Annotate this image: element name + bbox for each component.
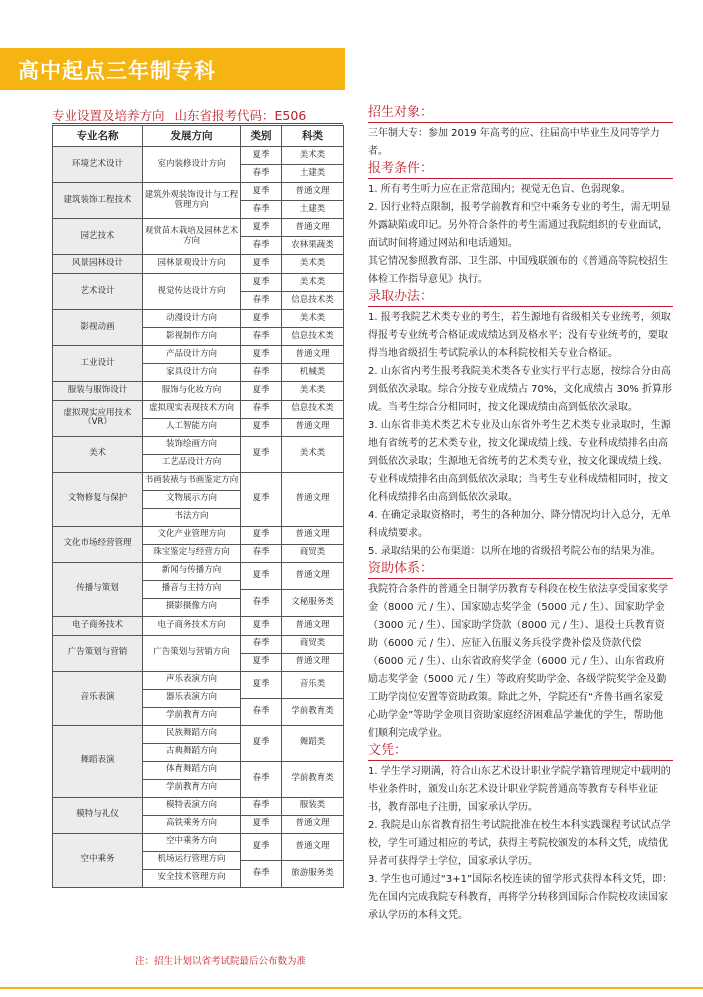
season-cell: 夏季 xyxy=(241,436,282,472)
table-row xyxy=(53,562,344,571)
season-cell: 春季 xyxy=(241,544,282,562)
table-row xyxy=(53,526,344,535)
section-paragraph: 我院符合条件的普通全日制学历教育专科段在校生依法享受国家奖学金（8000 元 / 生）、国家励志奖学金（5000 元 / 生）、国家助学金（3000 元 / 生）、国家助学贷款（8000 元 / 生）、退役士兵教育资助（6000 元 / 生）、应征入伍服义务兵役学费补偿及贷款代偿（6000 元 / 生）、山东省政府奖学金（6000 元 / 生）、山东省政府励志奖学金（5000 元 / 生）等政府奖助学金、各级学院奖学金及勤工助学岗位安置等资助政策。除此之外，学院还有“齐鲁书画名家爱心助学金”等助学金项目资助家庭经济困难品学兼优的学生，帮助他们顺利完成学业。 xyxy=(368,584,668,739)
table-row xyxy=(53,147,344,165)
direction-cell: 体育舞蹈方向 xyxy=(143,761,241,779)
table-row xyxy=(53,381,344,400)
season-cell: 夏季 xyxy=(241,219,282,237)
season-cell: 夏季 xyxy=(241,472,282,526)
major-name-cell: 文化市场经营管理 xyxy=(53,526,143,562)
season-cell: 夏季 xyxy=(241,147,282,165)
table-row xyxy=(53,273,344,291)
subject-cell: 学前教育类 xyxy=(282,698,344,725)
direction-cell: 学前教育方向 xyxy=(143,779,241,797)
header-cell: 专业名称 xyxy=(53,126,143,147)
table-row xyxy=(53,345,344,354)
direction-cell: 器乐表演方向 xyxy=(143,689,241,707)
section-paragraph: 1. 报考我院艺术类专业的考生，若生源地有省级相关专业统考，须取得报考专业统考合格证或成绩达到及格水平；没有专业统考的，要取得当地省级招生考试院承认的本科院校相关专业合格证。 xyxy=(368,312,671,359)
season-cell: 夏季 xyxy=(241,526,282,544)
direction-cell: 电子商务技术方向 xyxy=(143,616,241,635)
section-paragraph: 2. 因行业特点限制，报考学前教育和空中乘务专业的考生，需无明显外露缺陷或印记。另外符合条件的考生需通过我院组织的专业面试，面试时间将通过网站和电话通知。 xyxy=(368,202,671,249)
subject-cell: 舞蹈类 xyxy=(282,725,344,761)
season-cell: 夏季 xyxy=(241,273,282,291)
major-name-cell: 传播与策划 xyxy=(53,562,143,616)
direction-cell: 文物展示方向 xyxy=(143,490,241,508)
header-cell: 发展方向 xyxy=(143,126,241,147)
season-cell: 春季 xyxy=(241,589,282,616)
direction-cell: 书法方向 xyxy=(143,508,241,526)
major-name-cell: 广告策划与营销 xyxy=(53,635,143,671)
direction-cell: 空中乘务方向 xyxy=(143,833,241,851)
subject-cell: 农林果蔬类 xyxy=(282,237,344,255)
subject-cell: 美术类 xyxy=(282,255,344,274)
season-cell: 夏季 xyxy=(241,833,282,860)
direction-cell: 视觉传达设计方向 xyxy=(143,273,241,309)
season-cell: 春季 xyxy=(241,327,282,345)
subject-cell: 学前教育类 xyxy=(282,761,344,797)
majors-table xyxy=(52,125,344,888)
direction-cell: 声乐表演方向 xyxy=(143,671,241,689)
exam-code: 山东省报考代码：E506 xyxy=(174,108,307,123)
season-cell: 夏季 xyxy=(241,653,282,671)
page-title: 高中起点三年制专科 xyxy=(18,59,216,83)
subject-cell: 普通文理 xyxy=(282,472,344,526)
direction-cell: 文化产业管理方向 xyxy=(143,526,241,544)
subject-cell: 普通文理 xyxy=(282,833,344,860)
season-cell: 夏季 xyxy=(241,345,282,363)
subject-cell: 商贸类 xyxy=(282,635,344,653)
season-cell: 夏季 xyxy=(241,562,282,589)
major-name-cell: 环境艺术设计 xyxy=(53,147,143,183)
subject-cell: 普通文理 xyxy=(282,562,344,589)
direction-cell: 园林景观设计方向 xyxy=(143,255,241,274)
direction-cell: 机场运行管理方向 xyxy=(143,851,241,869)
subject-cell: 音乐类 xyxy=(282,671,344,698)
direction-cell: 产品设计方向 xyxy=(143,345,241,363)
table-row xyxy=(53,671,344,680)
table-row xyxy=(53,833,344,842)
season-cell: 夏季 xyxy=(241,616,282,635)
season-cell: 春季 xyxy=(241,165,282,183)
subject-cell: 普通文理 xyxy=(282,183,344,201)
season-cell: 夏季 xyxy=(241,671,282,698)
subject-cell: 普通文理 xyxy=(282,345,344,363)
season-cell: 春季 xyxy=(241,860,282,887)
section-heading: 录取办法： xyxy=(368,289,434,304)
footnote: 注：招生计划以省考试院最后公布数为准 xyxy=(135,956,307,967)
direction-cell: 工艺品设计方向 xyxy=(143,454,241,472)
direction-cell: 新闻与传播方向 xyxy=(143,562,241,580)
direction-cell: 观赏苗木栽培及园林艺术方向 xyxy=(143,219,241,255)
season-cell: 春季 xyxy=(241,400,282,418)
table-row xyxy=(53,219,344,237)
section-heading: 招生对象： xyxy=(368,105,434,120)
season-cell: 春季 xyxy=(241,291,282,309)
major-name-cell: 建筑装饰工程技术 xyxy=(53,183,143,219)
table-row xyxy=(53,616,344,635)
season-cell: 夏季 xyxy=(241,815,282,833)
season-cell: 夏季 xyxy=(241,381,282,400)
subject-cell: 普通文理 xyxy=(282,526,344,544)
header-cell: 类别 xyxy=(241,126,282,147)
subject-cell: 普通文理 xyxy=(282,418,344,436)
table-header-row xyxy=(53,126,344,147)
section-paragraph: 其它情况参照教育部、卫生部、中国残联颁布的《普通高等院校招生体检工作指导意见》执行。 xyxy=(368,256,668,285)
subject-cell: 商贸类 xyxy=(282,544,344,562)
direction-cell: 学前教育方向 xyxy=(143,707,241,725)
subject-cell: 普通文理 xyxy=(282,653,344,671)
subject-cell: 文秘服务类 xyxy=(282,589,344,616)
season-cell: 夏季 xyxy=(241,183,282,201)
subject-cell: 普通文理 xyxy=(282,616,344,635)
subject-cell: 土建类 xyxy=(282,201,344,219)
table-row xyxy=(53,797,344,806)
subject-cell: 旅游服务类 xyxy=(282,860,344,887)
direction-cell: 人工智能方向 xyxy=(143,418,241,436)
direction-cell: 书画装裱与书画鉴定方向 xyxy=(143,472,241,490)
direction-cell: 安全技术管理方向 xyxy=(143,869,241,887)
direction-cell: 珠宝鉴定与经营方向 xyxy=(143,544,241,562)
major-name-cell: 虚拟现实应用技术（VR） xyxy=(53,400,143,436)
section-paragraph: 2. 我院是山东省教育招生考试院批准在校生本科实践课程考试试点学校，学生可通过相应的考试，获得主考院校颁发的本科文凭，成绩优异者可获得学士学位，国家承认学历。 xyxy=(368,820,671,867)
section-paragraph: 3. 山东省非美术类艺术专业及山东省外考生艺术类专业录取时，生源地有省统考的艺术类专业，按文化课成绩上线、专业科成绩排名由高到低依次录取；生源地无省统考的艺术类专业，按文化课成绩上线、专业科成绩排名由高到低依次录取；当考生专业科成绩相同时，按文化科成绩排名由高到低依次录取。 xyxy=(368,420,671,503)
table-row xyxy=(53,400,344,409)
direction-cell: 动漫设计方向 xyxy=(143,309,241,327)
subject-cell: 美术类 xyxy=(282,381,344,400)
title-rule xyxy=(52,123,343,124)
majors-table-body xyxy=(53,147,344,888)
table-row xyxy=(53,725,344,734)
subject-cell: 美术类 xyxy=(282,309,344,327)
season-cell: 夏季 xyxy=(241,309,282,327)
season-cell: 春季 xyxy=(241,635,282,653)
subject-cell: 美术类 xyxy=(282,273,344,291)
direction-cell: 装饰绘画方向 xyxy=(143,436,241,454)
major-name-cell: 影视动画 xyxy=(53,309,143,345)
major-name-cell: 服装与服饰设计 xyxy=(53,381,143,400)
table-row xyxy=(53,635,344,653)
table-row xyxy=(53,255,344,274)
table-title-left: 专业设置及培养方向 xyxy=(52,108,165,123)
section-paragraph: 2. 山东省内考生报考我院美术类各专业实行平行志愿，按综合分由高到低依次录取。综合分按专业成绩占 70%，文化成绩占 30% 折算形成。当考生综合分相同时，按文化课成绩由高到低依次录取。 xyxy=(368,366,672,413)
table-row xyxy=(53,472,344,490)
subject-cell: 信息技术类 xyxy=(282,291,344,309)
subject-cell: 美术类 xyxy=(282,436,344,472)
subject-cell: 土建类 xyxy=(282,165,344,183)
season-cell: 春季 xyxy=(241,363,282,381)
major-name-cell: 美术 xyxy=(53,436,143,472)
section-rule xyxy=(368,122,673,123)
direction-cell: 虚拟现实表现技术方向 xyxy=(143,400,241,418)
season-cell: 春季 xyxy=(241,237,282,255)
major-name-cell: 风景园林设计 xyxy=(53,255,143,274)
subject-cell: 信息技术类 xyxy=(282,327,344,345)
section-paragraph: 3. 学生也可通过“3+1”国际名校连读的留学形式获得本科文凭，即：先在国内完成我院专科教育，再将学分转移到国际合作院校攻读国家承认学历的本科文凭。 xyxy=(368,874,673,921)
section-paragraph: 三年制大专：参加 2019 年高考的应、往届高中毕业生及同等学力者。 xyxy=(368,128,660,157)
season-cell: 夏季 xyxy=(241,725,282,761)
major-name-cell: 园艺技术 xyxy=(53,219,143,255)
direction-cell: 影视制作方向 xyxy=(143,327,241,345)
season-cell: 春季 xyxy=(241,201,282,219)
direction-cell: 模特表演方向 xyxy=(143,797,241,815)
subject-cell: 机械类 xyxy=(282,363,344,381)
direction-cell: 广告策划与营销方向 xyxy=(143,635,241,671)
season-cell: 春季 xyxy=(241,797,282,815)
subject-cell: 普通文理 xyxy=(282,815,344,833)
major-name-cell: 模特与礼仪 xyxy=(53,797,143,833)
season-cell: 春季 xyxy=(241,698,282,725)
direction-cell: 高铁乘务方向 xyxy=(143,815,241,833)
major-name-cell: 工业设计 xyxy=(53,345,143,381)
section-heading: 报考条件： xyxy=(368,161,434,176)
section-paragraph: 1. 所有考生听力应在正常范围内；视觉无色盲、色弱现象。 xyxy=(368,184,631,195)
subject-cell: 美术类 xyxy=(282,147,344,165)
section-rule xyxy=(368,306,673,307)
direction-cell: 古典舞蹈方向 xyxy=(143,743,241,761)
major-name-cell: 舞蹈表演 xyxy=(53,725,143,797)
major-name-cell: 艺术设计 xyxy=(53,273,143,309)
direction-cell: 摄影摄像方向 xyxy=(143,598,241,616)
section-heading: 文凭： xyxy=(368,743,408,758)
direction-cell: 播音与主持方向 xyxy=(143,580,241,598)
title-banner xyxy=(0,48,345,90)
subject-cell: 信息技术类 xyxy=(282,400,344,418)
table-row xyxy=(53,309,344,318)
direction-cell: 家具设计方向 xyxy=(143,363,241,381)
direction-cell: 建筑外观装饰设计与工程管理方向 xyxy=(143,183,241,219)
direction-cell: 室内装修设计方向 xyxy=(143,147,241,183)
section-heading: 资助体系： xyxy=(368,561,434,576)
table-row xyxy=(53,183,344,201)
section-rule xyxy=(368,760,673,761)
major-name-cell: 音乐表演 xyxy=(53,671,143,725)
info-column xyxy=(368,105,673,925)
major-name-cell: 文物修复与保护 xyxy=(53,472,143,526)
table-title xyxy=(52,106,306,124)
major-name-cell: 空中乘务 xyxy=(53,833,143,887)
section-paragraph: 1. 学生学习期满，符合山东艺术设计职业学院学籍管理规定中载明的毕业条件时，颁发山东艺术设计职业学院普通高等教育专科毕业证书，教育部电子注册，国家承认学历。 xyxy=(368,766,671,813)
subject-cell: 服装类 xyxy=(282,797,344,815)
season-cell: 夏季 xyxy=(241,418,282,436)
direction-cell: 民族舞蹈方向 xyxy=(143,725,241,743)
season-cell: 夏季 xyxy=(241,255,282,274)
subject-cell: 普通文理 xyxy=(282,219,344,237)
header-cell: 科类 xyxy=(282,126,344,147)
major-name-cell: 电子商务技术 xyxy=(53,616,143,635)
section-rule xyxy=(368,178,673,179)
section-rule xyxy=(368,578,673,579)
table-row xyxy=(53,436,344,454)
bottom-rule xyxy=(0,987,703,989)
direction-cell: 服饰与化妆方向 xyxy=(143,381,241,400)
season-cell: 春季 xyxy=(241,761,282,797)
section-paragraph: 4. 在确定录取资格时，考生的各种加分、降分情况均计入总分，无单科成绩要求。 xyxy=(368,510,671,539)
section-paragraph: 5. 录取结果的公布渠道：以所在地的省级招考院公布的结果为准。 xyxy=(368,546,661,557)
